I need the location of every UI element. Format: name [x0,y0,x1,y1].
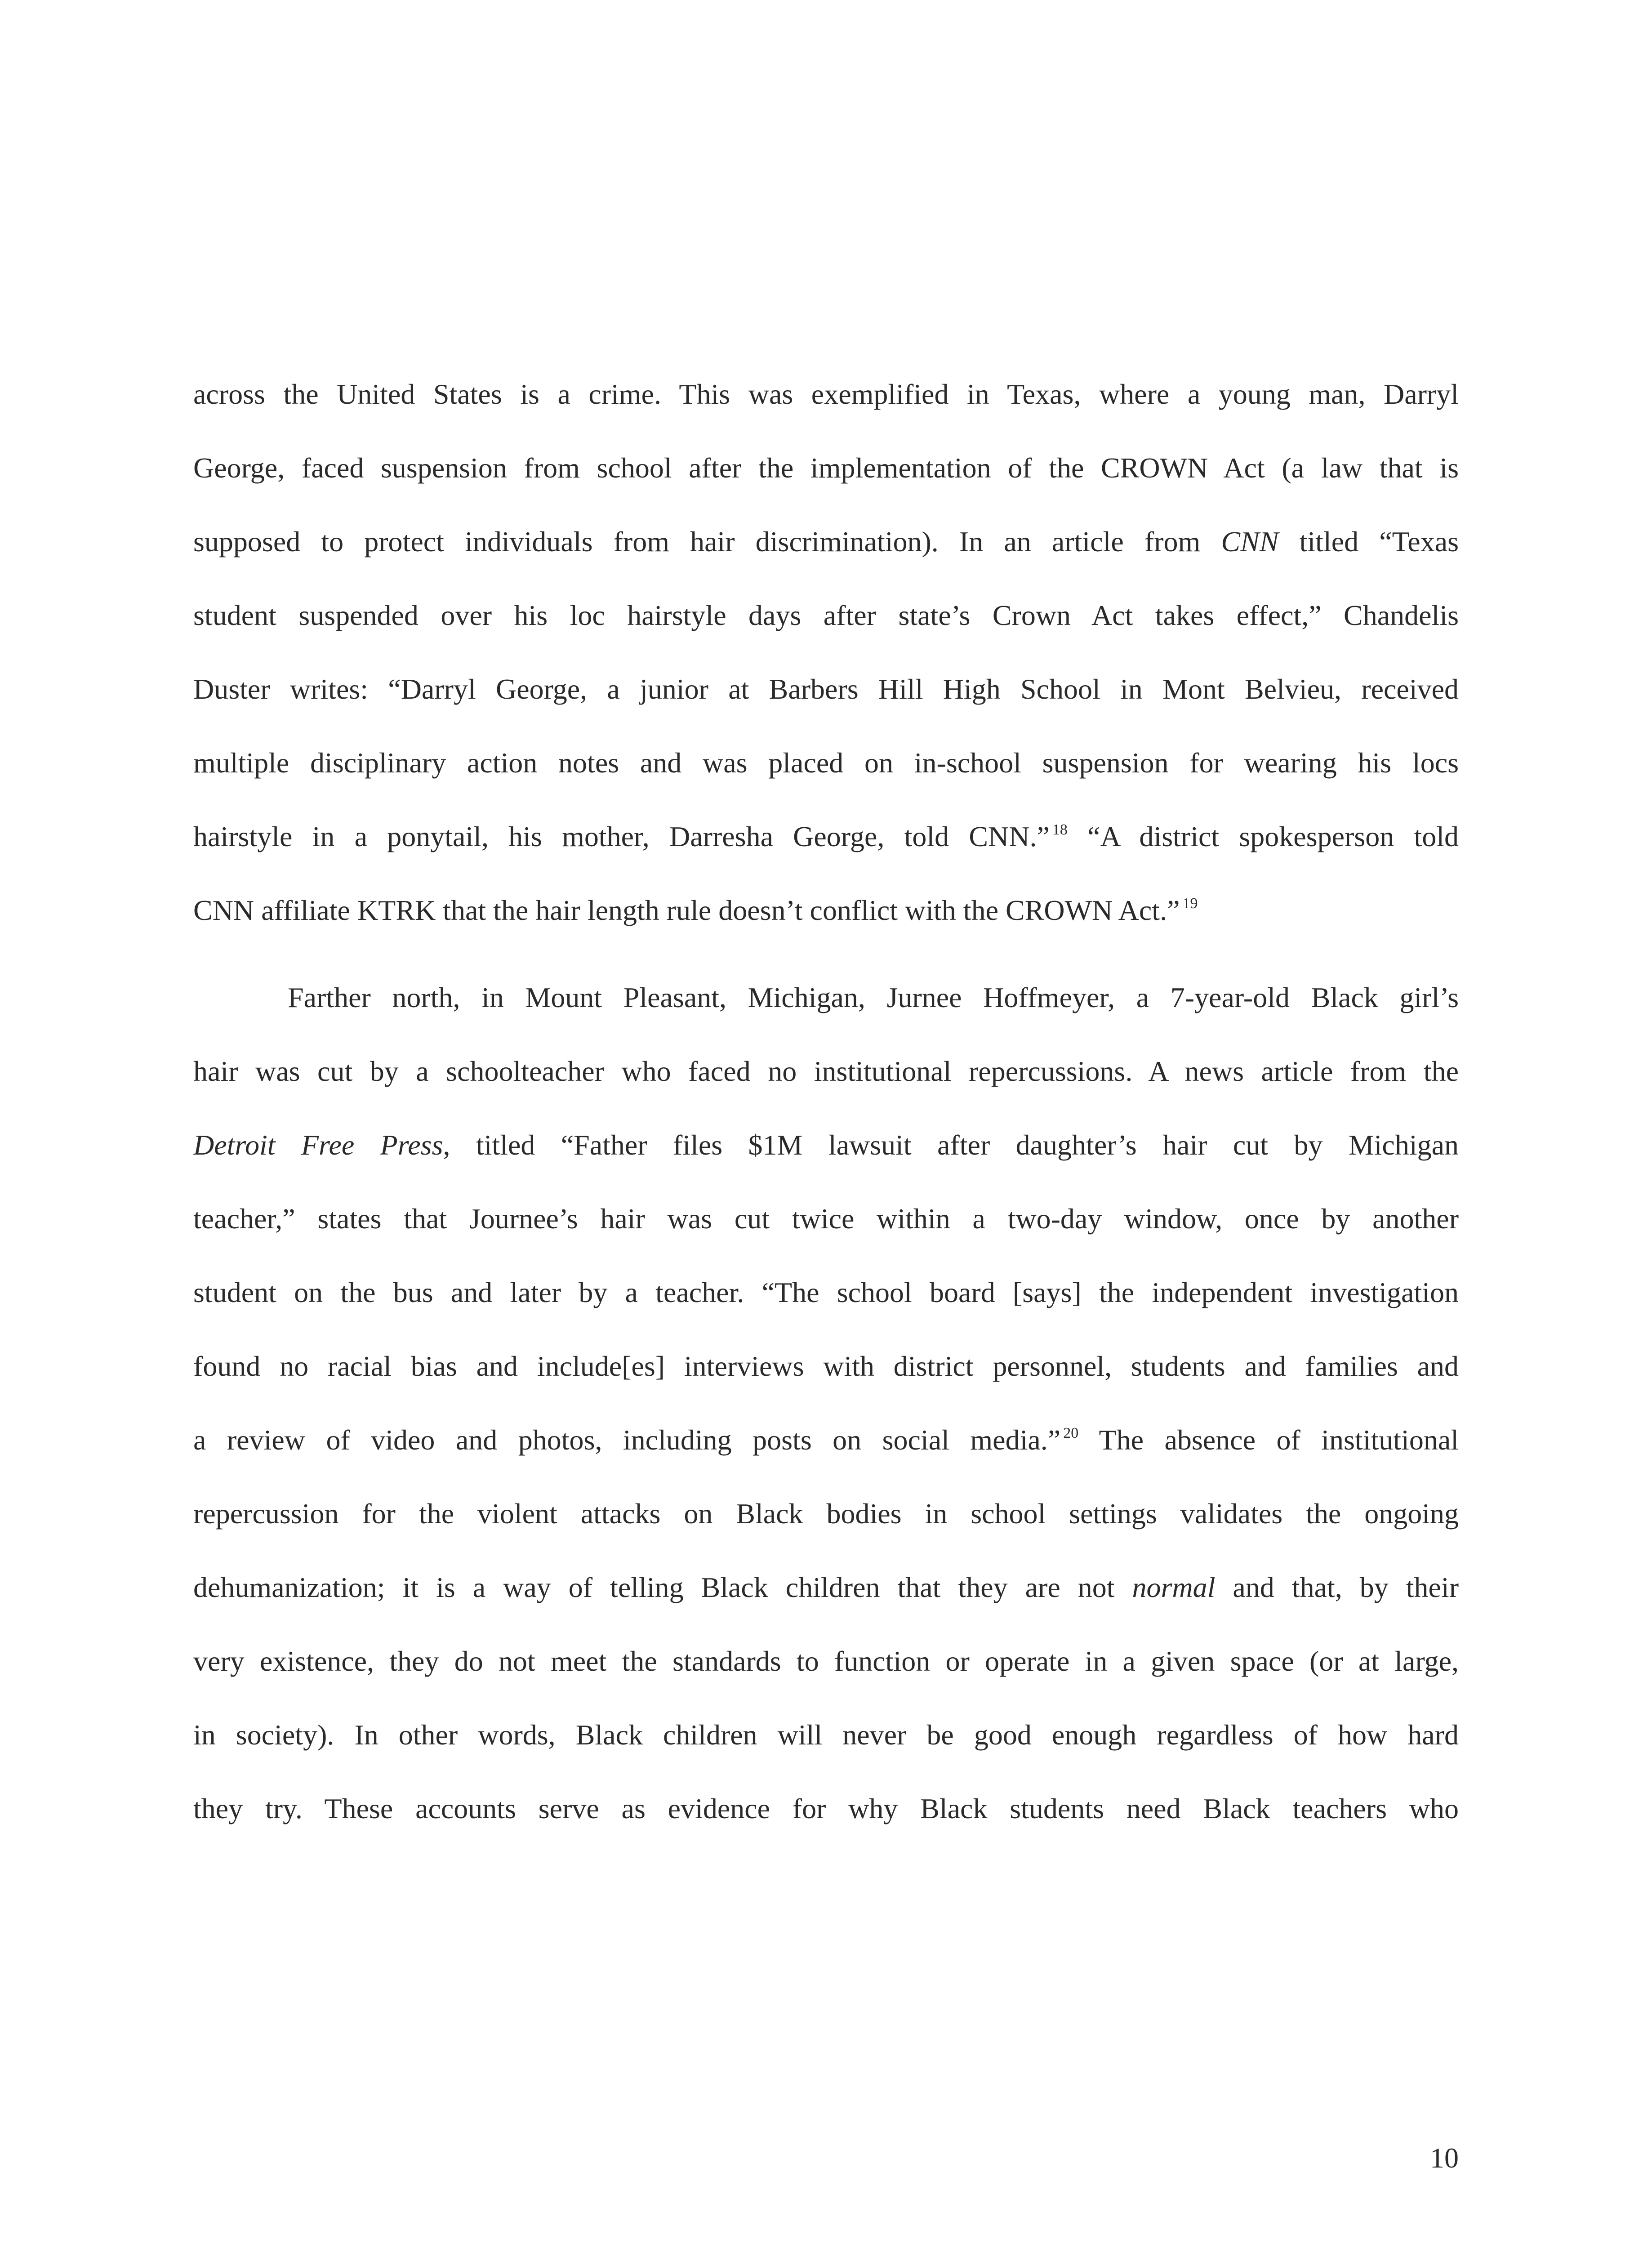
text-line [193,357,1459,431]
paragraph [193,357,1459,947]
text-segment: hair was cut by a schoolteacher who faced no institutional repercussions. A news article from the [193,1055,1459,1087]
text-segment: they try. These accounts serve as evidence for why Black students need Black teachers who [193,1793,1459,1824]
italic-title: Detroit Free Press [193,1129,443,1161]
text-line [193,1182,1459,1256]
text-segment: Farther north, in Mount Pleasant, Michigan, Jurnee Hoffmeyer, a 7-year-old Black girl’s [288,981,1459,1013]
paragraph-gap [193,947,1459,961]
text-segment: a review of video and photos, including posts on social media.” [193,1424,1061,1456]
footnote-marker: 19 [1182,895,1198,912]
text-line [193,1772,1459,1846]
text-segment: Duster writes: “Darryl George, a junior at Barbers Hill High School in Mont Belvieu, received [193,673,1459,705]
text-line [193,1403,1459,1477]
text-segment: in society). In other words, Black children will never be good enough regardless of how hard [193,1719,1459,1751]
text-line [193,961,1459,1035]
italic-title: CNN [1221,526,1279,558]
text-line [193,1256,1459,1329]
text-segment: CNN affiliate KTRK that the hair length rule doesn’t conflict with the CROWN Act.” [193,894,1180,926]
text-segment: “A district spokesperson told [1067,821,1459,852]
text-line [193,874,1459,947]
footnote-marker: 20 [1063,1425,1079,1441]
text-line [193,1035,1459,1108]
page-number: 10 [1430,2142,1459,2174]
text-segment: across the United States is a crime. This was exemplified in Texas, where a young man, Darryl [193,378,1459,410]
text-line [193,431,1459,505]
text-line [193,1477,1459,1551]
text-line [193,1108,1459,1182]
text-segment: and that, by their [1215,1571,1459,1603]
text-line [193,1624,1459,1698]
text-segment: supposed to protect individuals from hair discrimination). In an article from [193,526,1221,558]
text-line [193,726,1459,800]
text-segment: , titled “Father files $1M lawsuit after daughter’s hair cut by Michigan [443,1129,1459,1161]
text-line [193,1329,1459,1403]
body-text [193,357,1459,1846]
text-line [193,800,1459,874]
text-segment: student suspended over his loc hairstyle days after state’s Crown Act takes effect,” Chandelis [193,599,1459,631]
italic-title: normal [1132,1571,1216,1603]
text-segment: hairstyle in a ponytail, his mother, Darresha George, told CNN.” [193,821,1050,852]
text-segment: repercussion for the violent attacks on Black bodies in school settings validates the ongoing [193,1498,1459,1530]
text-segment: found no racial bias and include[es] interviews with district personnel, students and families and [193,1350,1459,1382]
text-line [193,579,1459,652]
text-segment: very existence, they do not meet the standards to function or operate in a given space (or at large, [193,1645,1459,1677]
footnote-marker: 18 [1052,821,1068,838]
text-segment: student on the bus and later by a teacher. “The school board [says] the independent investigation [193,1276,1459,1308]
text-segment: George, faced suspension from school after the implementation of the CROWN Act (a law that is [193,452,1459,484]
text-line [193,505,1459,579]
text-segment: titled “Texas [1278,526,1459,558]
text-line [193,652,1459,726]
paragraph [193,961,1459,1846]
text-segment: The absence of institutional [1078,1424,1459,1456]
text-line [193,1698,1459,1772]
text-line [193,1551,1459,1624]
text-segment: teacher,” states that Journee’s hair was cut twice within a two-day window, once by another [193,1203,1459,1235]
text-segment: multiple disciplinary action notes and was placed on in-school suspension for wearing his locs [193,747,1459,779]
text-segment: dehumanization; it is a way of telling Black children that they are not [193,1571,1132,1603]
